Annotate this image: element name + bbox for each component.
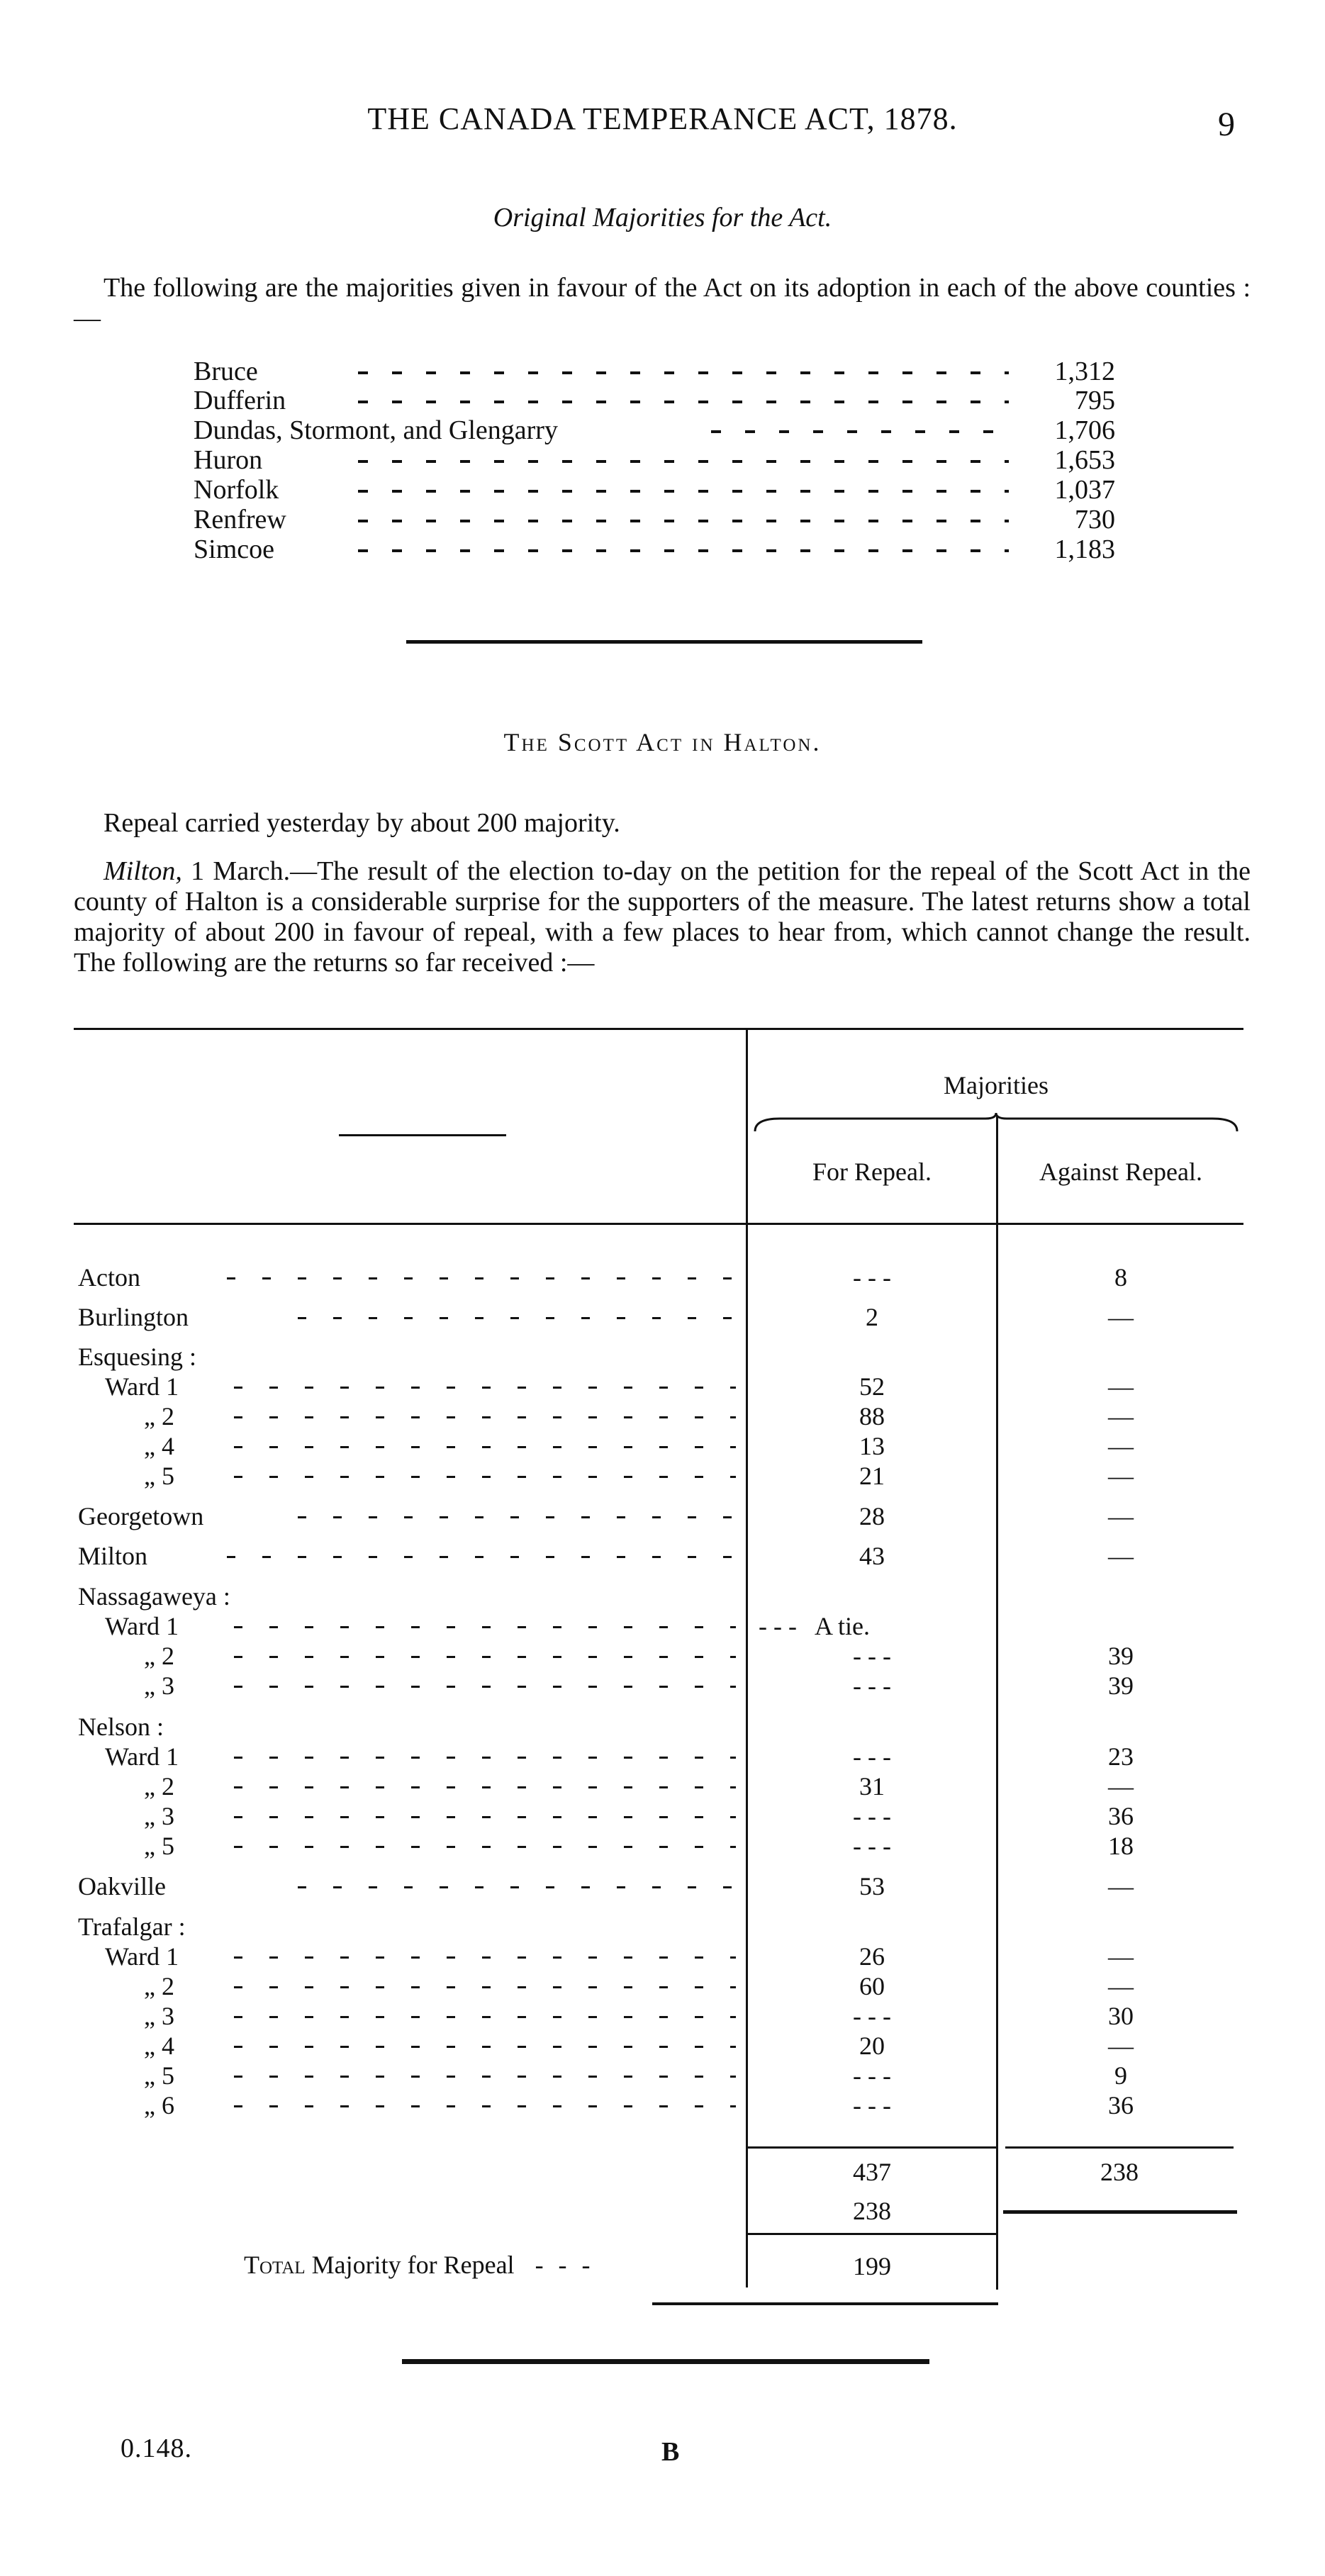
- row-leader-dashes: [234, 1757, 736, 1759]
- for-repeal-value: 31: [859, 1772, 885, 1801]
- dispatch-text: 1 March.—The result of the election to-day on the petition for the repeal of the Scott Act in the county of Halton is a considerable surprise for the supporters of the measure. The latest returns show a total majority of about 200 in favour of repeal, with a few places to hear from, which cannot change the result. The following are the returns so far received :—: [74, 856, 1251, 978]
- against-repeal-value: 30: [1108, 2002, 1134, 2030]
- row-leader-dashes: [234, 1476, 736, 1478]
- sum-rule-for: [748, 2146, 996, 2149]
- for-repeal-value: - - -: [853, 1832, 891, 1860]
- for-repeal-value: - - -: [853, 1642, 891, 1670]
- leader-dashes: [358, 460, 1009, 463]
- closing-rule: [402, 2359, 929, 2364]
- row-leader-dashes: [234, 1656, 736, 1658]
- against-repeal-value: —: [1108, 1372, 1134, 1401]
- table-row-label: Trafalgar :: [78, 1913, 186, 1941]
- row-leader-dashes: [227, 1277, 736, 1279]
- total-label-text: Majority for Repeal: [311, 2251, 515, 2279]
- for-repeal-value: 53: [859, 1872, 885, 1900]
- against-repeal-value: —: [1108, 1972, 1134, 2000]
- against-repeal-value: —: [1108, 1872, 1134, 1900]
- row-leader-dashes: [234, 2105, 736, 2107]
- table-row-label: Burlington: [78, 1303, 189, 1331]
- against-repeal-value: —: [1108, 2032, 1134, 2060]
- total-dashes: - - -: [535, 2251, 595, 2279]
- against-repeal-value: —: [1108, 1402, 1134, 1430]
- total-majority-value: 199: [853, 2252, 891, 2280]
- county-name: Renfrew: [194, 505, 286, 534]
- row-leader-dashes: [234, 2046, 736, 2048]
- against-repeal-value: 18: [1108, 1832, 1134, 1860]
- for-repeal-value: - - -: [853, 1263, 891, 1292]
- total-label: [244, 2250, 595, 2280]
- table-row-label: Georgetown: [78, 1502, 204, 1530]
- for-repeal-value: - - -: [853, 1671, 891, 1700]
- row-leader-dashes: [234, 1416, 736, 1418]
- against-repeal-value: 39: [1108, 1642, 1134, 1670]
- sum-for-repeal: 437: [853, 2158, 891, 2186]
- against-repeal-value: —: [1108, 1542, 1134, 1570]
- for-repeal-value: - - -: [853, 2002, 891, 2030]
- sum-rule-against: [1005, 2146, 1234, 2149]
- dateline: Milton,: [104, 856, 182, 886]
- row-leader-dashes: [234, 2076, 736, 2078]
- print-reference: 0.148.: [121, 2434, 192, 2463]
- row-leader-dashes: [234, 1956, 736, 1959]
- row-leader-dashes: [298, 1317, 736, 1319]
- intro-text: The following are the majorities given in favour of the Act on its adoption in each of the above counties :—: [74, 273, 1251, 333]
- lead-paragraph: [74, 808, 1251, 839]
- lead-text: Repeal carried yesterday by about 200 majority.: [104, 808, 620, 838]
- row-leader-dashes: [227, 1556, 736, 1558]
- against-repeal-value: —: [1108, 1432, 1134, 1460]
- table-header-bottom-rule: [74, 1223, 1243, 1225]
- for-repeal-value: - - - A tie.: [759, 1612, 870, 1640]
- table-row-label: Nelson :: [78, 1713, 164, 1741]
- for-repeal-value: - - -: [853, 1802, 891, 1830]
- leader-dashes: [358, 520, 1009, 522]
- table-row-label: Ward 1: [105, 1742, 179, 1771]
- col-header-against-repeal: Against Repeal.: [1039, 1158, 1202, 1186]
- majorities-brace: [751, 1111, 1241, 1133]
- table-row-label: „ 3: [144, 1671, 174, 1700]
- against-repeal-value: 36: [1108, 2091, 1134, 2119]
- row-leader-dashes: [234, 1986, 736, 1988]
- table-row-label: „ 2: [144, 1772, 174, 1801]
- table-row-label: „ 3: [144, 2002, 174, 2030]
- for-repeal-value: 28: [859, 1502, 885, 1530]
- for-repeal-value: 26: [859, 1942, 885, 1971]
- county-majority: 1,183: [1054, 534, 1115, 564]
- county-name: Huron: [194, 445, 263, 475]
- county-name: Dufferin: [194, 386, 286, 415]
- against-repeal-value: 36: [1108, 1802, 1134, 1830]
- for-repeal-value: - - -: [853, 2091, 891, 2119]
- table-row-label: Ward 1: [105, 1942, 179, 1971]
- row-leader-dashes: [234, 1446, 736, 1448]
- table-row-label: „ 5: [144, 1462, 174, 1490]
- table-row-label: „ 4: [144, 1432, 174, 1460]
- section-divider-rule: [406, 640, 922, 644]
- leader-dashes: [358, 549, 1009, 552]
- county-name: Simcoe: [194, 534, 274, 564]
- table-row-label: „ 4: [144, 2032, 174, 2060]
- against-repeal-value: —: [1108, 1772, 1134, 1801]
- county-name: Bruce: [194, 357, 258, 386]
- against-repeal-value: 8: [1114, 1263, 1127, 1292]
- county-majority: 1,653: [1054, 445, 1115, 475]
- signature-mark: B: [661, 2437, 680, 2467]
- row-leader-dashes: [234, 1626, 736, 1628]
- against-repeal-value: —: [1108, 1303, 1134, 1331]
- against-repeal-value: 23: [1108, 1742, 1134, 1771]
- against-repeal-value: —: [1108, 1942, 1134, 1971]
- total-label-smallcaps: Total: [244, 2251, 306, 2279]
- table-row-label: Ward 1: [105, 1612, 179, 1640]
- row-leader-dashes: [234, 1686, 736, 1688]
- table-row-label: „ 2: [144, 1972, 174, 2000]
- against-repeal-value: 9: [1114, 2061, 1127, 2090]
- for-repeal-value: 13: [859, 1432, 885, 1460]
- col-header-for-repeal: For Repeal.: [812, 1158, 932, 1186]
- for-repeal-value: 2: [866, 1303, 878, 1331]
- against-double-rule: [1003, 2210, 1237, 2214]
- table-row-label: Esquesing :: [78, 1343, 196, 1371]
- row-leader-dashes: [234, 1846, 736, 1848]
- leader-dashes: [358, 490, 1009, 493]
- row-leader-dashes: [234, 1786, 736, 1788]
- row-leader-dashes: [234, 1387, 736, 1389]
- table-row-label: Ward 1: [105, 1372, 179, 1401]
- county-majority: 1,037: [1054, 475, 1115, 505]
- total-bottom-rule: [652, 2302, 998, 2305]
- intro-paragraph: [74, 273, 1251, 334]
- against-repeal-value: 39: [1108, 1671, 1134, 1700]
- table-row-label: „ 5: [144, 1832, 174, 1860]
- county-name: Dundas, Stormont, and Glengarry: [194, 415, 558, 445]
- total-top-rule: [748, 2233, 996, 2235]
- county-majority: 1,706: [1054, 415, 1115, 445]
- sum-against-repeal: 238: [1100, 2158, 1139, 2186]
- for-repeal-value: 21: [859, 1462, 885, 1490]
- county-majority: 795: [1075, 386, 1115, 415]
- stub-header-rule: [339, 1134, 506, 1136]
- leader-dashes: [358, 371, 1009, 374]
- against-repeal-value: —: [1108, 1462, 1134, 1490]
- county-majority: 1,312: [1054, 357, 1115, 386]
- for-repeal-value: 60: [859, 1972, 885, 2000]
- county-name: Norfolk: [194, 475, 279, 505]
- table-row-label: „ 3: [144, 1802, 174, 1830]
- for-repeal-value: 20: [859, 2032, 885, 2060]
- table-row-label: Milton: [78, 1542, 148, 1570]
- dispatch-paragraph: [74, 856, 1251, 978]
- table-top-rule: [74, 1028, 1243, 1030]
- table-row-label: „ 2: [144, 1642, 174, 1670]
- against-repeal-value: —: [1108, 1502, 1134, 1530]
- table-row-label: Oakville: [78, 1872, 166, 1900]
- section-title-original-majorities: Original Majorities for the Act.: [493, 203, 832, 233]
- for-repeal-value: 52: [859, 1372, 885, 1401]
- row-leader-dashes: [298, 1886, 736, 1888]
- section-title-scott-act: The Scott Act in Halton.: [503, 728, 822, 756]
- page-number: 9: [1218, 106, 1235, 143]
- table-row-label: Acton: [78, 1263, 140, 1292]
- table-row-label: „ 5: [144, 2061, 174, 2090]
- for-repeal-value: 43: [859, 1542, 885, 1570]
- leader-dashes: [711, 430, 1009, 433]
- for-repeal-value: - - -: [853, 1742, 891, 1771]
- table-row-label: „ 6: [144, 2091, 174, 2119]
- leader-dashes: [358, 401, 1009, 403]
- row-leader-dashes: [298, 1516, 736, 1518]
- row-leader-dashes: [234, 1816, 736, 1818]
- table-row-label: Nassagaweya :: [78, 1582, 230, 1611]
- county-majority: 730: [1075, 505, 1115, 534]
- subtract-against: 238: [853, 2197, 891, 2225]
- for-repeal-value: 88: [859, 1402, 885, 1430]
- table-row-label: „ 2: [144, 1402, 174, 1430]
- running-title: THE CANADA TEMPERANCE ACT, 1878.: [367, 101, 958, 136]
- group-header-majorities: Majorities: [944, 1071, 1049, 1099]
- row-leader-dashes: [234, 2016, 736, 2018]
- for-repeal-value: - - -: [853, 2061, 891, 2090]
